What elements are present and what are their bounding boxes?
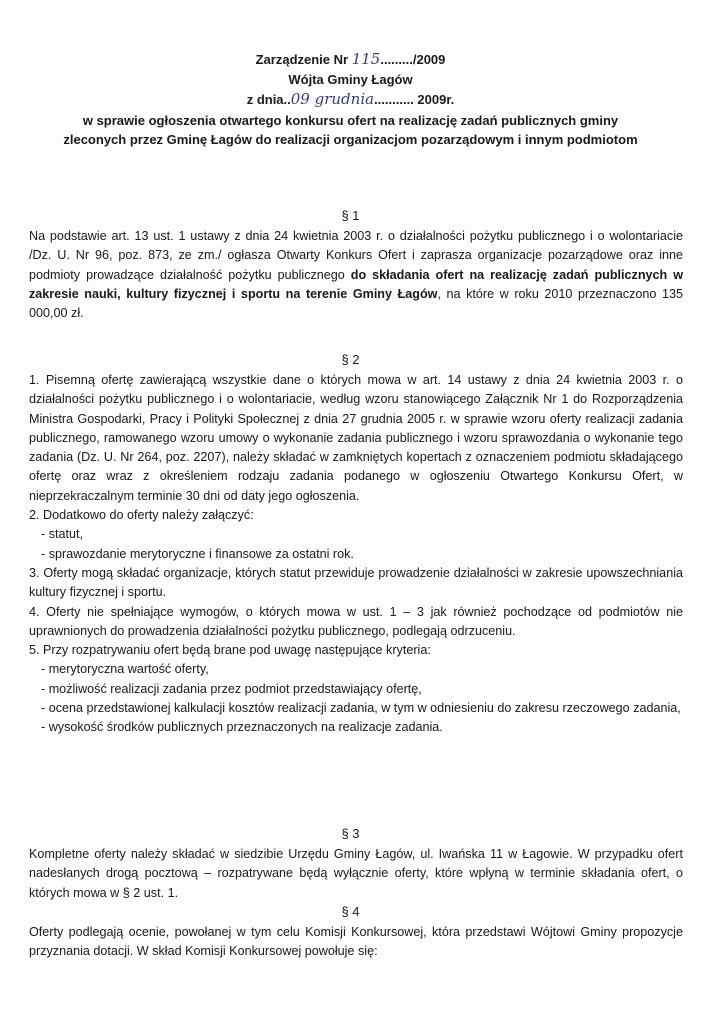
section-1-text-bold: do składania ofert na realizację zadań publicznych w zakresie nauki, kultury fizycznej i sportu na terenie Gminy Łagów: [29, 267, 683, 301]
ordinance-number: [0, 50, 701, 69]
section-heading-1: § 1: [341, 208, 360, 223]
section-2-body: [29, 371, 683, 738]
section-1-text: [29, 227, 683, 323]
date-suffix: ........... 2009r.: [374, 92, 455, 107]
section-1-text-a: Na podstawie art. 13 ust. 1 ustawy z dnia 24 kwietnia 2003 r. o działalności pożytku publicznego i o wolontariacie /Dz. U. Nr 96, poz. 873, ze zm./ ogłasza Otwarty Konkurs Ofert i zaprasza organizacje pozarządowe oraz inne podmioty prowadzące działalność pożytku publicznego: [29, 229, 683, 282]
section-2-point-4: 4. Oferty nie spełniające wymogów, o których mowa w ust. 1 – 3 jak również pochodzące od podmiotów nie uprawnionych do prowadzenia działalności pożytku publicznego, podlegają odrzuceniu.: [29, 604, 683, 638]
section-3-text: Kompletne oferty należy składać w siedzibie Urzędu Gminy Łagów, ul. Iwańska 11 w Łagowie. W przypadku ofert nadesłanych drogą pocztową – rozpatrywane będą wyłącznie oferty, które wpłyną w terminie składania ofert, o których mowa w § 2 ust. 1.: [29, 847, 683, 900]
list-item: - wysokość środków publicznych przeznaczonych na realizacje zadania.: [41, 720, 443, 735]
section-2-point-5: 5. Przy rozpatrywaniu ofert będą brane pod uwagę następujące kryteria:: [29, 643, 431, 658]
list-item: - ocena przedstawionej kalkulacji kosztów realizacji zadania, w tym w odniesieniu do zakresu rzeczowego zadania,: [41, 701, 681, 716]
handwritten-date: 09 grudnia: [290, 90, 375, 108]
section-heading-4: § 4: [341, 904, 360, 919]
list-item: - sprawozdanie merytoryczne i finansowe za ostatni rok.: [41, 546, 354, 561]
list-item: - merytoryczna wartość oferty,: [41, 662, 209, 677]
ordinance-date: [0, 90, 701, 109]
date-prefix: z dnia..: [246, 92, 291, 107]
section-1-text-b: , na które w roku 2010 przeznaczono 135 000,00 zł.: [29, 286, 683, 321]
section-2-point-3: 3. Oferty mogą składać organizacje, których statut przewiduje prowadzenie działalności w zakresie upowszechniania kultury fizycznej i sportu.: [29, 565, 683, 600]
ordinance-title: w sprawie ogłoszenia otwartego konkursu ofert na realizację zadań publicznych gminy zleconych przez Gminę Łagów do realizacji organizacjom pozarządowym i innym podmiotom: [63, 113, 638, 147]
list-item: - możliwość realizacji zadania przez podmiot przedstawiający ofertę,: [41, 681, 422, 696]
list-item: - statut,: [41, 527, 83, 542]
ordinance-number-suffix: ........./2009: [380, 52, 446, 67]
issuer: Wójta Gminy Łagów: [288, 72, 413, 87]
ordinance-number-prefix: Zarządzenie Nr: [255, 52, 352, 67]
handwritten-number: 115: [351, 50, 381, 68]
section-heading-2: § 2: [341, 352, 360, 367]
section-2-point-1: 1. Pisemną ofertę zawierającą wszystkie dane o których mowa w art. 14 ustawy z dnia 24 kwietnia 2003 r. o działalności pożytku publicznego i o wolontariacie, według wzoru stanowiącego Załącznik Nr 1 do Rozporządzenia Ministra Gospodarki, Pracy i Polityki Społecznej z dnia 27 grudnia 2005 r. w sprawie wzoru oferty realizacji zadania publicznego, ramowanego wzoru umowy o wykonanie zadania publicznego i wzoru sprawozdania o wykonanie tego zadania (Dz. U. Nr 264, poz. 2207), należy składać w zamkniętych kopertach z oznaczeniem podmiotu składającego ofertę oraz wraz z określeniem rodzaju zadania podanego w ogłoszeniu Otwartego Konkursu Ofert, w nieprzekraczalnym terminie 30 dni od daty jego ogłoszenia.: [29, 373, 683, 503]
section-2-point-2: 2. Dodatkowo do oferty należy załączyć:: [29, 508, 254, 523]
section-heading-3: § 3: [341, 826, 360, 841]
section-4-text: Oferty podlegają ocenie, powołanej w tym celu Komisji Konkursowej, która przedstawi Wójtowi Gminy propozycje przyznania dotacji. W skład Komisji Konkursowej powołuje się:: [29, 925, 683, 959]
